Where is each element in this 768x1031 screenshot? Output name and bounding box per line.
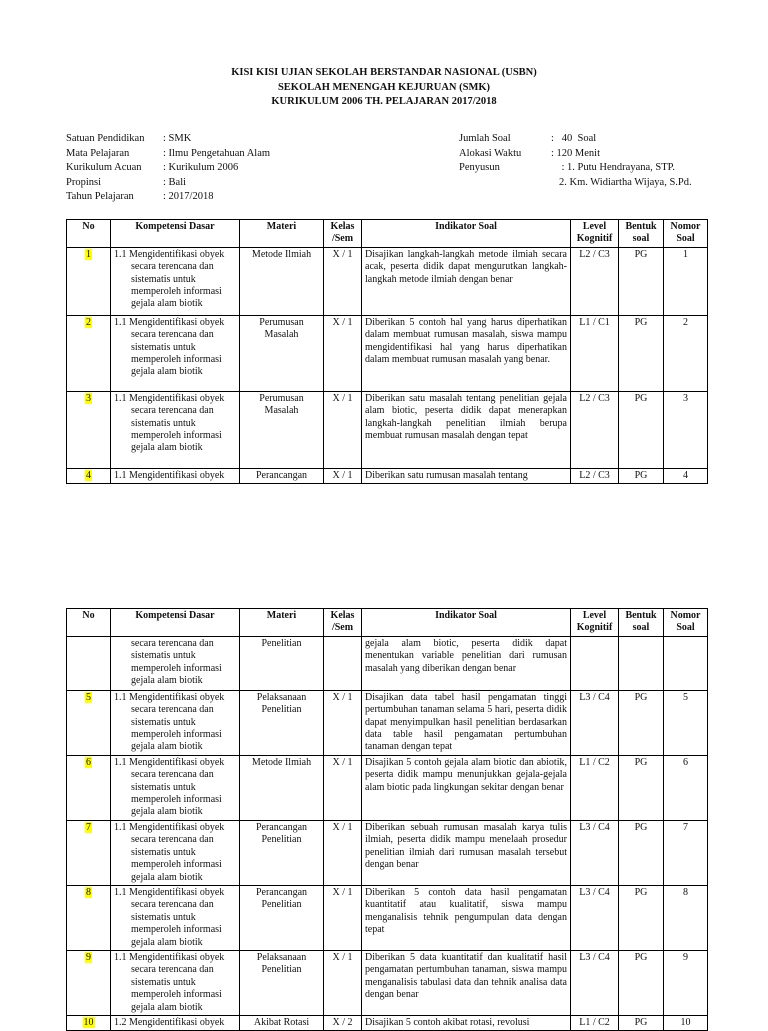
cell-materi: Pelaksanaan Penelitian — [240, 950, 324, 1015]
cell-materi: Perumusan Masalah — [240, 391, 324, 468]
cell-nomor: 3 — [664, 391, 708, 468]
table-body — [67, 636, 708, 1031]
cell-level: L2 / C3 — [571, 468, 619, 483]
table-body — [67, 247, 708, 483]
cell-indikator: Disajikan langkah-langkah metode ilmiah secara acak, peserta didik dapat mengurutkan langkah-langkah metode ilmiah dengan benar — [362, 247, 571, 315]
penyusun-value-1: : 1. Putu Hendrayana, STP. — [551, 162, 675, 173]
question-number-highlight: 9 — [86, 951, 91, 963]
header-kelas: Kelas /Sem — [324, 609, 362, 637]
cell-bentuk: PG — [619, 820, 664, 885]
identity-info-right — [459, 132, 692, 190]
cell-kelas: X / 1 — [324, 820, 362, 885]
question-number-highlight: 8 — [86, 886, 91, 898]
cell-materi: Perancangan — [240, 468, 324, 483]
cell-indikator: Diberikan 5 contoh data hasil pengamatan kuantitatif atau kualitatif, siswa mampu menganalisis tehnik pengumpulan data dengan tepat — [362, 885, 571, 950]
cell-indikator: Diberikan sebuah rumusan masalah karya tulis ilmiah, peserta didik mampu menelaah prosedur penelitian ilmiah dari rumusan masalah tersebut dengan benar — [362, 820, 571, 885]
cell-kompetensi-dasar — [111, 820, 240, 885]
info-label: Mata Pelajaran — [66, 147, 130, 159]
cell-indikator: Diberikan 5 contoh hal yang harus diperhatikan dalam membuat rumusan masalah, siswa mampu mengidentifikasi hal yang harus diperhatikan dalam membuat rumusan masalah yang benar. — [362, 315, 571, 391]
cell-indikator: Diberikan satu masalah tentang penelitian gejala alam biotic, peserta didik dapat menerapkan langkah-langkah penelitian ilmiah berupa membuat rumusan masalah dengan tepat — [362, 391, 571, 468]
cell-no — [67, 820, 111, 885]
info-label: Satuan Pendidikan — [66, 133, 145, 144]
cell-indikator: Diberikan 5 data kuantitatif dan kualitatif hasil pengamatan pertumbuhan tanaman, siswa mampu menganalisis tabulasi data dan tehnik analisa data dengan benar — [362, 950, 571, 1015]
kd-first-line: 1.1 Mengidentifikasi obyek — [114, 691, 225, 703]
cell-nomor: 10 — [664, 1015, 708, 1030]
cell-indikator: gejala alam biotic, peserta didik dapat menentukan variable penelitian dari rumusan masalah yang diberikan dengan benar — [362, 636, 571, 690]
cell-kompetensi-dasar — [111, 636, 240, 690]
cell-materi: Penelitian — [240, 636, 324, 690]
cell-no — [67, 636, 111, 690]
kisi-table-1 — [66, 219, 708, 484]
identity-info-left — [66, 132, 270, 205]
cell-nomor: 8 — [664, 885, 708, 950]
cell-kelas: X / 1 — [324, 391, 362, 468]
cell-materi: Akibat Rotasi — [240, 1015, 324, 1030]
table-row — [67, 820, 708, 885]
table-row — [67, 391, 708, 468]
cell-indikator: Disajikan data tabel hasil pengamatan tinggi pertumbuhan tanaman selama 5 hari, peserta didik dapat menyimpulkan hasil penelitian berdasarkan data table hasil pengamatan pertumbuhan tanaman dengan tepat — [362, 690, 571, 755]
cell-kompetensi-dasar — [111, 950, 240, 1015]
kd-first-line: 1.1 Mengidentifikasi obyek — [114, 951, 225, 963]
info-value: : SMK — [163, 133, 192, 144]
info-row — [459, 132, 692, 147]
question-number-highlight: 1 — [86, 248, 91, 260]
cell-kelas: X / 2 — [324, 1015, 362, 1030]
cell-indikator: Disajikan 5 contoh akibat rotasi, revolusi — [362, 1015, 571, 1030]
info-label: Propinsi — [66, 176, 102, 188]
cell-no — [67, 315, 111, 391]
header-materi: Materi — [240, 609, 324, 637]
table-row — [67, 755, 708, 820]
cell-kompetensi-dasar — [111, 247, 240, 315]
info-row — [66, 190, 270, 205]
cell-kelas: X / 1 — [324, 468, 362, 483]
cell-materi: Perancangan Penelitian — [240, 885, 324, 950]
kisi-table-2 — [66, 608, 708, 1031]
info-row — [459, 176, 692, 191]
cell-level: L3 / C4 — [571, 690, 619, 755]
penyusun-label: Penyusun — [459, 162, 500, 173]
cell-kompetensi-dasar — [111, 391, 240, 468]
title-line-3: KURIKULUM 2006 TH. PELAJARAN 2017/2018 — [271, 96, 497, 107]
cell-no — [67, 247, 111, 315]
kd-rest-text: secara terencana dan sistematis untuk memperoleh informasi gejala alam biotik — [131, 329, 222, 378]
table-row — [67, 1015, 708, 1030]
cell-no — [67, 391, 111, 468]
cell-bentuk: PG — [619, 315, 664, 391]
cell-indikator: Diberikan satu rumusan masalah tentang — [362, 468, 571, 483]
info-value: : Kurikulum 2006 — [163, 162, 239, 173]
cell-kelas: X / 1 — [324, 885, 362, 950]
cell-kompetensi-dasar — [111, 755, 240, 820]
cell-no — [67, 885, 111, 950]
kd-rest-text: secara terencana dan sistematis untuk memperoleh informasi gejala alam biotik — [131, 261, 222, 310]
kd-rest-text: secara terencana dan sistematis untuk memperoleh informasi gejala alam biotik — [131, 769, 222, 818]
cell-level: L3 / C4 — [571, 885, 619, 950]
header-kompetensi-dasar: Kompetensi Dasar — [111, 220, 240, 248]
cell-kelas: X / 1 — [324, 755, 362, 820]
document-title — [0, 66, 768, 110]
kd-rest-text: secara terencana dan sistematis untuk memperoleh informasi gejala alam biotik — [131, 834, 222, 883]
cell-level: L3 / C4 — [571, 950, 619, 1015]
cell-bentuk: PG — [619, 468, 664, 483]
cell-kelas — [324, 636, 362, 690]
header-indikator: Indikator Soal — [362, 220, 571, 248]
cell-level: L1 / C2 — [571, 755, 619, 820]
question-number-highlight: 3 — [86, 392, 91, 404]
info-row — [66, 132, 270, 147]
kd-first-line: 1.1 Mengidentifikasi obyek — [114, 886, 225, 898]
info-label: Kurikulum Acuan — [66, 162, 142, 173]
cell-nomor: 2 — [664, 315, 708, 391]
kd-rest-text: secara terencana dan sistematis untuk memperoleh informasi gejala alam biotik — [131, 405, 222, 454]
info-value: : Bali — [163, 176, 187, 188]
table-row — [67, 950, 708, 1015]
cell-materi: Perumusan Masalah — [240, 315, 324, 391]
cell-no — [67, 950, 111, 1015]
cell-nomor: 7 — [664, 820, 708, 885]
cell-nomor: 9 — [664, 950, 708, 1015]
info-value: : Ilmu Pengetahuan Alam — [163, 147, 271, 159]
cell-materi: Pelaksanaan Penelitian — [240, 690, 324, 755]
cell-level: L1 / C2 — [571, 1015, 619, 1030]
header-kompetensi-dasar: Kompetensi Dasar — [111, 609, 240, 637]
cell-bentuk: PG — [619, 690, 664, 755]
cell-nomor: 4 — [664, 468, 708, 483]
question-number-highlight: 4 — [86, 469, 91, 481]
header-bentuk: Bentuk soal — [619, 609, 664, 637]
header-kelas: Kelas /Sem — [324, 220, 362, 248]
cell-kelas: X / 1 — [324, 315, 362, 391]
kd-first-line: 1.2 Mengidentifikasi obyek — [114, 1016, 225, 1028]
cell-materi: Metode Ilmiah — [240, 247, 324, 315]
kd-rest-text: secara terencana dan sistematis untuk memperoleh informasi gejala alam biotik — [131, 899, 222, 948]
cell-kompetensi-dasar — [111, 885, 240, 950]
question-number-highlight: 2 — [86, 316, 91, 328]
table-row — [67, 885, 708, 950]
cell-kompetensi-dasar — [111, 468, 240, 483]
alokasi-waktu-label: Alokasi Waktu — [459, 147, 522, 159]
cell-nomor: 5 — [664, 690, 708, 755]
cell-level: L2 / C3 — [571, 391, 619, 468]
kd-first-line: 1.1 Mengidentifikasi obyek — [114, 392, 225, 404]
cell-nomor — [664, 636, 708, 690]
info-row — [459, 161, 692, 176]
info-value: : 2017/2018 — [163, 191, 214, 202]
table-row — [67, 636, 708, 690]
cell-kompetensi-dasar — [111, 315, 240, 391]
cell-kelas: X / 1 — [324, 950, 362, 1015]
cell-no — [67, 1015, 111, 1030]
question-number-highlight: 7 — [86, 821, 91, 833]
kd-rest-text: secara terencana dan sistematis untuk memperoleh informasi gejala alam biotik — [131, 637, 222, 687]
table-row — [67, 690, 708, 755]
cell-kompetensi-dasar — [111, 1015, 240, 1030]
kd-rest-text: secara terencana dan sistematis untuk memperoleh informasi gejala alam biotik — [131, 964, 222, 1013]
cell-materi: Metode Ilmiah — [240, 755, 324, 820]
cell-level: L3 / C4 — [571, 820, 619, 885]
cell-kelas: X / 1 — [324, 690, 362, 755]
cell-bentuk: PG — [619, 755, 664, 820]
info-row — [66, 147, 270, 162]
header-level: Level Kognitif — [571, 220, 619, 248]
question-number-highlight: 10 — [83, 1016, 94, 1028]
cell-bentuk — [619, 636, 664, 690]
cell-level — [571, 636, 619, 690]
info-row — [459, 147, 692, 162]
question-number-highlight: 6 — [86, 756, 91, 768]
penyusun-value-2: 2. Km. Widiartha Wijaya, S.Pd. — [559, 176, 692, 188]
cell-materi: Perancangan Penelitian — [240, 820, 324, 885]
kd-first-line: 1.1 Mengidentifikasi obyek — [114, 821, 225, 833]
kd-first-line: 1.1 Mengidentifikasi obyek — [114, 469, 225, 481]
jumlah-soal-label: Jumlah Soal — [459, 133, 511, 144]
alokasi-waktu-value: : 120 Menit — [551, 147, 600, 159]
question-number-highlight: 5 — [86, 691, 91, 703]
cell-nomor: 1 — [664, 247, 708, 315]
title-line-1: KISI KISI UJIAN SEKOLAH BERSTANDAR NASIONAL (USBN) — [231, 67, 537, 78]
table-header-row — [67, 609, 708, 637]
info-label: Tahun Pelajaran — [66, 191, 134, 202]
jumlah-soal-value: : 40 Soal — [551, 133, 597, 144]
cell-bentuk: PG — [619, 885, 664, 950]
header-no: No — [67, 220, 111, 248]
title-line-2: SEKOLAH MENENGAH KEJURUAN (SMK) — [277, 81, 491, 93]
cell-kelas: X / 1 — [324, 247, 362, 315]
cell-level: L2 / C3 — [571, 247, 619, 315]
header-nomor: Nomor Soal — [664, 609, 708, 637]
cell-indikator: Disajikan 5 contoh gejala alam biotic dan abiotik, peserta didik mampu menunjukkan gejala-gejala alam biotic pada lingkungan sekitar dengan benar — [362, 755, 571, 820]
cell-bentuk: PG — [619, 247, 664, 315]
table-row — [67, 468, 708, 483]
cell-level: L1 / C1 — [571, 315, 619, 391]
cell-nomor: 6 — [664, 755, 708, 820]
cell-bentuk: PG — [619, 950, 664, 1015]
table-row — [67, 315, 708, 391]
cell-bentuk: PG — [619, 1015, 664, 1030]
table-header-row — [67, 220, 708, 248]
header-no: No — [67, 609, 111, 637]
header-materi: Materi — [240, 220, 324, 248]
cell-bentuk: PG — [619, 391, 664, 468]
header-bentuk: Bentuk soal — [619, 220, 664, 248]
cell-no — [67, 690, 111, 755]
kd-first-line: 1.1 Mengidentifikasi obyek — [114, 248, 225, 260]
info-row — [66, 176, 270, 191]
kd-first-line: 1.1 Mengidentifikasi obyek — [114, 316, 225, 328]
cell-kompetensi-dasar — [111, 690, 240, 755]
table-row — [67, 247, 708, 315]
header-indikator: Indikator Soal — [362, 609, 571, 637]
header-level: Level Kognitif — [571, 609, 619, 637]
cell-no — [67, 755, 111, 820]
info-row — [66, 161, 270, 176]
kd-first-line: 1.1 Mengidentifikasi obyek — [114, 756, 225, 768]
cell-no — [67, 468, 111, 483]
header-nomor: Nomor Soal — [664, 220, 708, 248]
kd-rest-text: secara terencana dan sistematis untuk memperoleh informasi gejala alam biotik — [131, 704, 222, 753]
